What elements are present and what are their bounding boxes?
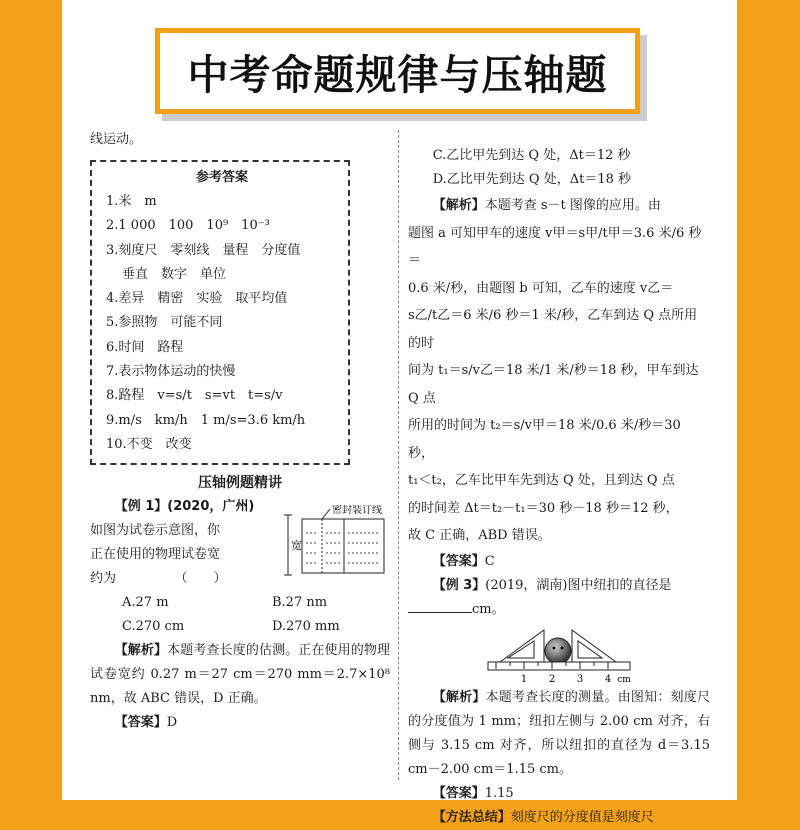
example-1-answer: [90, 711, 390, 735]
option-a: A.27 m: [122, 595, 169, 611]
analysis-line: 本题考查 s－t 图像的应用。由: [484, 198, 661, 213]
answer-line: 7.表示物体运动的快慢: [106, 364, 236, 380]
ruler-button-figure: [484, 624, 634, 686]
analysis-line: 故 C 正确，ABD 错误。: [408, 528, 551, 543]
example-1-line: 约为 （ ）: [90, 571, 227, 587]
answer-line: 5.参照物 可能不同: [106, 315, 223, 331]
option-d: D.270 mm: [272, 619, 340, 635]
left-column: [90, 128, 390, 735]
example-1-line: 如图为试卷示意图，你: [90, 523, 221, 539]
answer-line: 6.时间 路程: [106, 339, 184, 355]
example-3-analysis: [408, 686, 710, 782]
ruler: [488, 662, 630, 670]
analysis-tag: 【解析】: [432, 689, 486, 705]
ruler-tick-label: 2: [548, 673, 556, 685]
analysis-tag: 【解析】: [114, 643, 168, 659]
option-c-line: C.乙比甲先到达 Q 处，Δt＝12 秒: [432, 148, 631, 163]
width-label: 宽: [291, 539, 302, 553]
method-tag: 【方法总结】: [432, 809, 511, 825]
example-3-heading: [408, 574, 710, 598]
reference-answers-box: [90, 160, 350, 465]
analysis-line: s乙/t乙＝6 米/6 秒＝1 米/秒，乙车到达 Q 点所用的时: [408, 308, 698, 351]
example-1-line: 正在使用的物理试卷宽: [90, 547, 221, 563]
method-text: 刻度尺的分度值是刻度尺: [510, 809, 654, 825]
option-b: B.27 nm: [272, 595, 328, 611]
example-1-options: [90, 591, 390, 639]
example-3-answer: [408, 782, 710, 806]
analysis-line: 的时间差 Δt＝t₂－t₁＝30 秒－18 秒＝12 秒，: [408, 500, 679, 516]
seal-line-label: 密封装订线: [332, 505, 382, 517]
option-c: C.270 cm: [122, 619, 185, 635]
answer-line: 垂直 数字 单位: [122, 266, 227, 282]
answer-value: 1.15: [484, 785, 514, 801]
example-1: [90, 495, 390, 591]
analysis-line: 0.6 米/秒，由题图 b 可知，乙车的速度 v乙＝: [408, 280, 674, 296]
answer-tag: 【答案】: [114, 715, 167, 731]
answers-title: 参考答案: [195, 170, 248, 185]
answer-value: C: [484, 553, 495, 569]
example-2-analysis: [408, 192, 710, 550]
right-column: [408, 144, 710, 830]
right-triangle: [572, 630, 616, 662]
option-d-line: D.乙比甲先到达 Q 处，Δt＝18 秒: [432, 172, 631, 187]
analysis-text: 本题考查长度的测量。由图知：刻度尺的分度值为 1 mm；纽扣左侧与 2.00 cm 对齐，右侧与 3.15 cm 对齐，所以纽扣的直径为 d＝3.15 cm－2.00 cm＝1.15 cm。: [408, 689, 710, 777]
button-object: [545, 638, 571, 664]
answer-line: 10.不变 改变: [106, 436, 192, 452]
section-title: 压轴例题精讲: [198, 475, 282, 492]
answer-tag: 【答案】: [432, 553, 485, 569]
answer-line: 9.m/s km/h 1 m/s=3.6 km/h: [106, 412, 306, 428]
example-3-label: 【例 3】: [432, 577, 486, 593]
answer-line: 4.差异 精密 实验 取平均值: [106, 291, 288, 307]
answer-tag: 【答案】: [432, 785, 485, 801]
example-2-answer: [408, 550, 710, 574]
example-3-text: (2019，湖南)图中纽扣的直径是: [485, 577, 672, 593]
ruler-unit-label: cm: [617, 674, 631, 685]
answer-line: 2.1 000 100 10⁹ 10⁻³: [106, 218, 270, 234]
analysis-tag: 【解析】: [432, 198, 485, 213]
example-3-blank-line: [408, 598, 710, 622]
exam-paper-figure: [282, 505, 390, 581]
method-summary: [408, 806, 710, 830]
example-1-source: (2020，广州): [167, 499, 255, 515]
answer-line: 1.米 m: [106, 194, 157, 209]
analysis-line: 题图 a 可知甲车的速度 v甲＝s甲/t甲＝3.6 米/6 秒＝: [408, 225, 702, 268]
ruler-tick-label: 3: [576, 673, 584, 685]
column-divider: [398, 130, 399, 780]
answer-blank: [408, 598, 472, 613]
example-1-label: 【例 1】: [114, 499, 168, 515]
ruler-tick-label: 1: [520, 673, 528, 685]
analysis-line: t₁＜t₂，乙车比甲车先到达 Q 处，且到达 Q 点: [408, 473, 675, 488]
analysis-line: 间为 t₁＝s/v乙＝18 米/1 米/秒＝18 秒，甲车到达 Q 点: [408, 363, 699, 406]
analysis-text: 本题考查长度的估测。正在使用的物理试卷宽约 0.27 m＝27 cm＝270 mm＝2.7×10⁸ nm，故 ABC 错误，D 正确。: [90, 643, 390, 707]
continuation-text: 线运动。: [90, 132, 143, 147]
answer-line: 3.刻度尺 零刻线 量程 分度值: [106, 242, 301, 258]
left-triangle: [500, 630, 544, 662]
answer-value: D: [166, 715, 178, 731]
example-3-unit: cm。: [472, 601, 505, 617]
answer-line: 8.路程 v=s/t s=vt t=s/v: [106, 388, 283, 404]
page-title: 中考命题规律与压轴题: [155, 28, 640, 114]
ruler-tick-label: 4: [604, 673, 612, 685]
analysis-line: 所用的时间为 t₂＝s/v甲＝18 米/0.6 米/秒＝30 秒，: [408, 418, 681, 461]
example-1-analysis: [90, 639, 390, 711]
